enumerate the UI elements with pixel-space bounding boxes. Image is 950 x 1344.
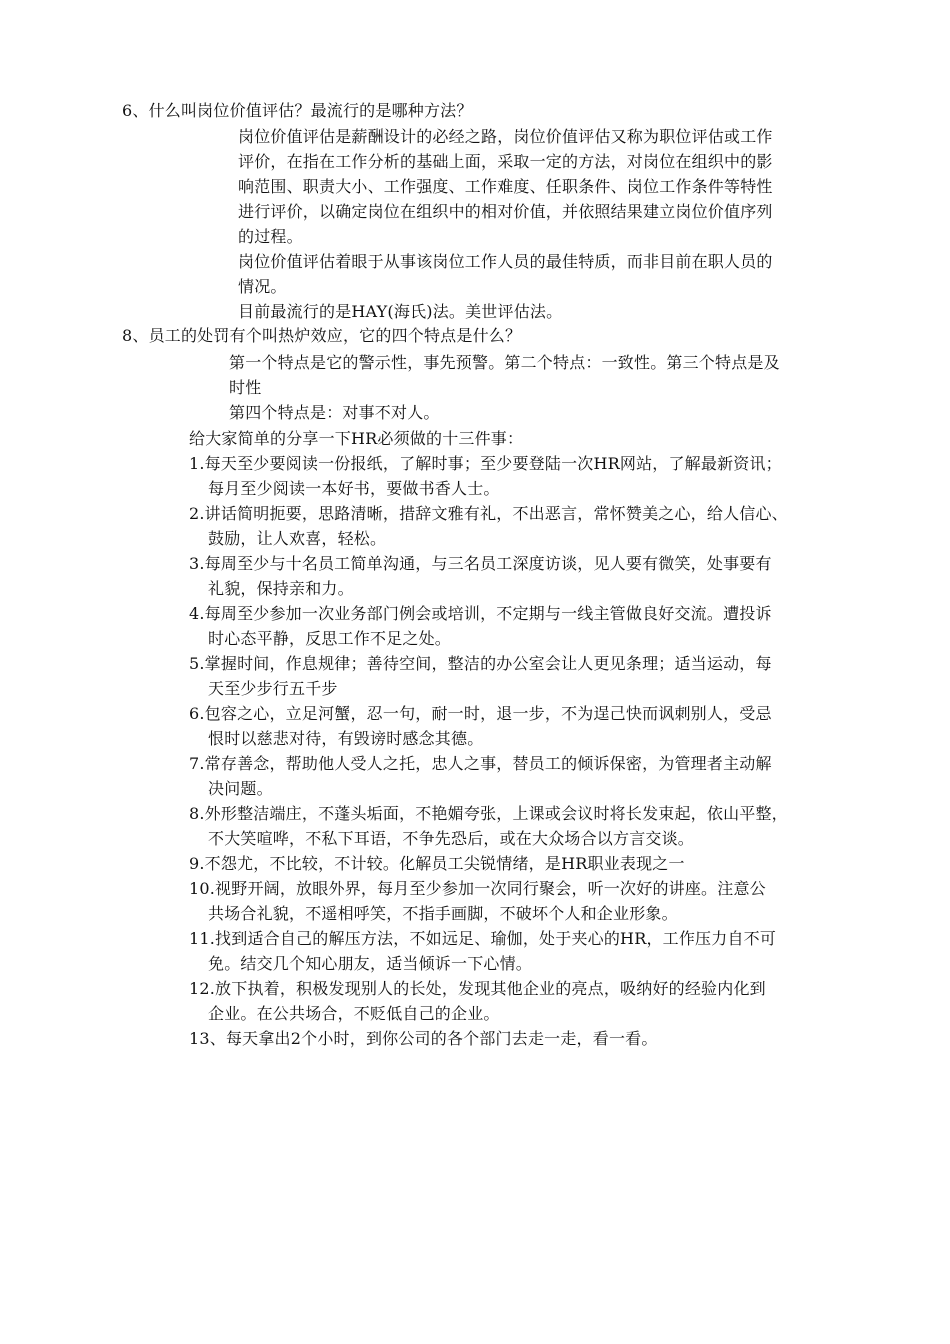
list-item-continuation: 企业。在公共场合，不贬低自己的企业。 — [208, 1004, 500, 1023]
list-item: 7.常存善念，帮助他人受人之托，忠人之事，替员工的倾诉保密，为管理者主动解 — [189, 754, 772, 773]
q6-answer-line: 响范围、职责大小、工作强度、工作难度、任职条件、岗位工作条件等特性 — [238, 177, 773, 196]
hr-list-intro: 给大家简单的分享一下HR必须做的十三件事： — [189, 429, 524, 448]
q6-answer-line: 目前最流行的是HAY(海氏)法。美世评估法。 — [238, 302, 563, 321]
list-item: 11.找到适合自己的解压方法，不如远足、瑜伽，处于夹心的HR，工作压力自不可 — [189, 929, 777, 948]
q6-answer-line: 进行评价，以确定岗位在组织中的相对价值，并依照结果建立岗位价值序列 — [238, 202, 773, 221]
list-item: 2.讲话简明扼要，思路清晰，措辞文雅有礼，不出恶言，常怀赞美之心，给人信心、 — [189, 504, 788, 523]
list-item: 8.外形整洁端庄，不蓬头垢面，不艳媚夸张，上课或会议时将长发束起，依山平整， — [189, 804, 788, 823]
list-item-continuation: 决问题。 — [208, 779, 273, 798]
q6-answer-line: 的过程。 — [238, 227, 303, 246]
question-8-heading: 8、员工的处罚有个叫热炉效应，它的四个特点是什么？ — [122, 326, 522, 345]
list-item-continuation: 共场合礼貌，不遥相呼笑，不指手画脚，不破坏个人和企业形象。 — [208, 904, 678, 923]
list-item-continuation: 免。结交几个知心朋友，适当倾诉一下心情。 — [208, 954, 533, 973]
q8-answer-line: 时性 — [229, 378, 262, 397]
question-6-heading: 6、什么叫岗位价值评估？最流行的是哪种方法？ — [122, 101, 473, 120]
list-item: 13、每天拿出2个小时，到你公司的各个部门去走一走，看一看。 — [189, 1029, 658, 1048]
list-item-continuation: 天至少步行五千步 — [208, 679, 338, 698]
list-item: 3.每周至少与十名员工简单沟通，与三名员工深度访谈，见人要有微笑，处事要有 — [189, 554, 772, 573]
list-item-continuation: 时心态平静，反思工作不足之处。 — [208, 629, 452, 648]
list-item-continuation: 每月至少阅读一本好书，要做书香人士。 — [208, 479, 500, 498]
list-item-continuation: 礼貌，保持亲和力。 — [208, 579, 354, 598]
list-item-continuation: 恨时以慈悲对待，有毁谤时感念其德。 — [208, 729, 484, 748]
q6-answer-line: 评价，在指在工作分析的基础上面，采取一定的方法，对岗位在组织中的影 — [238, 152, 773, 171]
list-item: 12.放下执着，积极发现别人的长处，发现其他企业的亮点，吸纳好的经验内化到 — [189, 979, 766, 998]
q6-answer-line: 岗位价值评估是薪酬设计的必经之路，岗位价值评估又称为职位评估或工作 — [238, 127, 773, 146]
q6-answer-line: 情况。 — [238, 277, 287, 296]
list-item: 5.掌握时间，作息规律；善待空间，整洁的办公室会让人更见条理；适当运动，每 — [189, 654, 772, 673]
list-item: 4.每周至少参加一次业务部门例会或培训，不定期与一线主管做良好交流。遭投诉 — [189, 604, 772, 623]
q6-answer-line: 岗位价值评估着眼于从事该岗位工作人员的最佳特质，而非目前在职人员的 — [238, 252, 773, 271]
list-item: 1.每天至少要阅读一份报纸，了解时事；至少要登陆一次HR网站，了解最新资讯； — [189, 454, 782, 473]
list-item: 9.不怨尤，不比较，不计较。化解员工尖锐情绪，是HR职业表现之一 — [189, 854, 685, 873]
list-item: 10.视野开阔，放眼外界，每月至少参加一次同行聚会，听一次好的讲座。注意公 — [189, 879, 766, 898]
list-item: 6.包容之心，立足河蟹，忍一句，耐一时，退一步，不为逞己快而讽刺别人，受忌 — [189, 704, 772, 723]
list-item-continuation: 不大笑喧哗，不私下耳语，不争先恐后，或在大众场合以方言交谈。 — [208, 829, 695, 848]
q8-answer-line: 第四个特点是：对事不对人。 — [229, 403, 440, 422]
list-item-continuation: 鼓励，让人欢喜，轻松。 — [208, 529, 387, 548]
q8-answer-line: 第一个特点是它的警示性，事先预警。第二个特点：一致性。第三个特点是及 — [229, 353, 780, 372]
